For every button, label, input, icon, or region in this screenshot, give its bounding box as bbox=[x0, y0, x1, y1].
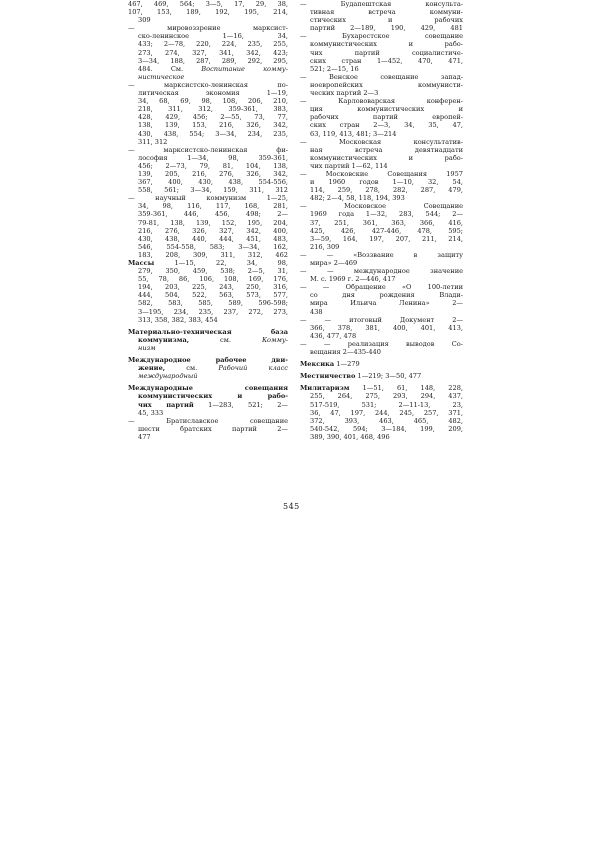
index-line: 444, 504, 522, 563, 573, 577, bbox=[138, 291, 288, 300]
index-line: — Бухарестское совещание bbox=[300, 32, 463, 41]
index-entry-mezhdunarodnoe-dvizhenie bbox=[128, 356, 288, 380]
index-line: тивная встреча коммуни- bbox=[310, 8, 463, 17]
index-line: 216, 276, 326, 327, 342, 400, bbox=[138, 226, 288, 235]
index-line: ная встреча девятнадцати bbox=[310, 145, 463, 154]
index-line: рабочих партий европей- bbox=[310, 113, 463, 122]
index-line: 540-542, 594; 3—184, 199, 209, bbox=[310, 424, 463, 433]
index-line: — Карлововарская конферен- bbox=[300, 97, 463, 106]
index-entry-moskovskaya-vstrecha bbox=[300, 138, 463, 170]
see-label: см. bbox=[189, 335, 262, 344]
index-line: 467, 469, 564; 3—5, 17, 29, 38, bbox=[128, 0, 288, 8]
index-line: 558, 561; 3—34, 159, 311, 312 bbox=[138, 186, 288, 195]
page-number: 545 bbox=[283, 502, 300, 511]
index-line bbox=[300, 360, 463, 368]
index-line: — Братиславское совещание bbox=[128, 416, 288, 425]
headword: чих партий bbox=[138, 400, 194, 409]
index-line bbox=[128, 259, 288, 267]
index-line: 313, 358, 382, 383, 454 bbox=[138, 315, 218, 324]
index-subentry-dokument bbox=[300, 316, 463, 340]
index-line: 45, 333 bbox=[138, 408, 164, 417]
index-text: 1—219; 3—50, 477 bbox=[355, 372, 422, 381]
headword: Международное рабочее дви- bbox=[128, 356, 288, 365]
index-entry-filosofiya bbox=[128, 146, 288, 195]
index-line: 521; 2—15, 16 bbox=[310, 64, 359, 73]
index-line: 139, 205, 216, 276, 326, 342, bbox=[138, 169, 288, 178]
index-line: 456; 2—73, 79, 81, 104, 138, bbox=[138, 161, 288, 170]
index-entry-venskoe bbox=[300, 73, 463, 97]
cross-reference: Рабочий класс bbox=[218, 364, 288, 373]
index-line: 517-519, 531; 2—11-13, 23, bbox=[310, 400, 463, 409]
index-line: — мировоззрение марксист- bbox=[128, 24, 288, 33]
index-entry-massy bbox=[128, 259, 288, 324]
index-line: 311, 312 bbox=[138, 137, 168, 146]
index-line: — — Обращение «О 100-летии bbox=[300, 283, 463, 292]
index-line: шести братских партий 2— bbox=[138, 424, 288, 433]
index-text: 1—279 bbox=[334, 360, 360, 369]
index-line: литическая экономия 1—19, bbox=[138, 89, 288, 98]
index-line: партий 2—189, 190, 429, 481 bbox=[310, 24, 463, 33]
index-line: — Московская консультатив- bbox=[300, 137, 463, 146]
index-line: 34, 68, 69, 98, 108, 206, 210, bbox=[138, 97, 288, 106]
cross-reference: Воспитание комму- bbox=[201, 64, 288, 73]
index-line: — Будапештская консульта- bbox=[300, 0, 463, 8]
index-line: 425, 426, 427-446, 478, 595; bbox=[310, 226, 463, 235]
cross-reference: Комму- bbox=[261, 335, 288, 344]
index-entry-bukharestskoe bbox=[300, 32, 463, 72]
index-line: 279, 350, 459, 538; 2—5, 31, bbox=[138, 267, 288, 276]
index-line: — — итоговый Документ 2— bbox=[300, 315, 463, 324]
index-line: — марксистско-ленинская фи- bbox=[128, 145, 288, 154]
index-line: 273, 274, 327, 341, 342, 423; bbox=[138, 48, 288, 57]
index-line: стических и рабочих bbox=[310, 16, 463, 25]
headword: Массы bbox=[128, 259, 155, 267]
index-line: ско-ленинское 1—16, 34, bbox=[138, 32, 288, 41]
index-line: 55, 78, 86, 106, 108, 169, 176, bbox=[138, 275, 288, 284]
index-line: 366, 378, 381, 400, 401, 413, bbox=[310, 323, 463, 332]
headword: Милитаризм bbox=[300, 384, 350, 393]
index-line: 3—195, 234, 235, 237, 272, 273, bbox=[138, 307, 288, 316]
index-entry-militarizm bbox=[300, 384, 463, 441]
index-line: 1969 года 1—32, 283, 544; 2— bbox=[310, 210, 463, 219]
index-line: 372, 393, 463, 465, 482, bbox=[310, 416, 463, 425]
index-line: 36, 47, 197, 244, 245, 257, 371, bbox=[310, 408, 463, 417]
index-subentry-znachenie bbox=[300, 267, 463, 283]
index-line: 309 bbox=[138, 16, 151, 25]
headword: Материально-техническая база bbox=[128, 327, 288, 336]
index-line: — — «Воззвание в защиту bbox=[300, 250, 463, 259]
index-entry bbox=[128, 0, 288, 24]
index-subentry-realizatsiya bbox=[300, 340, 463, 356]
index-entry-mezhdunarodnye-soveshchaniya bbox=[128, 384, 288, 416]
index-line: 3—59, 164, 197, 207, 211, 214, bbox=[310, 234, 463, 243]
index-entry-moskovskoe-1969 bbox=[300, 202, 463, 251]
index-line bbox=[300, 372, 463, 380]
headword: Мексика bbox=[300, 360, 335, 369]
index-line: ция коммунистических и bbox=[310, 105, 463, 114]
index-line: коммунистических и рабо- bbox=[310, 153, 463, 162]
index-line: 430, 438, 440, 444, 451, 483, bbox=[138, 234, 288, 243]
index-line: чих партий социалистиче- bbox=[310, 48, 463, 57]
index-line: чих партий 1—62, 114 bbox=[310, 161, 388, 170]
index-line: со дня рождения Влади- bbox=[310, 291, 463, 300]
index-line: 389, 390, 401, 468, 496 bbox=[310, 432, 390, 441]
index-entry-budapeshtskaya bbox=[300, 0, 463, 32]
index-line: 477 bbox=[138, 432, 151, 441]
index-line: 367, 400, 430, 438, 554-556, bbox=[138, 178, 288, 187]
index-line: 63, 119, 413, 481; 3—214 bbox=[310, 129, 397, 138]
index-line: 359-361, 446, 456, 498; 2— bbox=[138, 210, 288, 219]
index-line: 138, 139, 153, 216, 326, 342, bbox=[138, 121, 288, 130]
see-label: см. bbox=[165, 364, 219, 373]
index-line: 438 bbox=[310, 307, 323, 316]
headword: коммунистических и рабо- bbox=[138, 392, 288, 401]
index-text: 1—51, 61, 148, 228, bbox=[349, 384, 463, 393]
index-line: коммунистических и рабо- bbox=[310, 40, 463, 49]
index-line: — — международное значение bbox=[300, 267, 463, 276]
index-line: лософия 1—34, 98, 359-361, bbox=[138, 153, 288, 162]
index-entry-materialnaya-baza bbox=[128, 328, 288, 352]
headword: Местничество bbox=[300, 372, 356, 381]
index-line bbox=[128, 336, 288, 344]
index-line: 216, 309 bbox=[310, 242, 340, 251]
index-line: — — реализация выводов Со- bbox=[300, 339, 463, 348]
index-text: 1—283, 521; 2— bbox=[193, 400, 288, 409]
index-line: ских стран 2—3, 34, 35, 47, bbox=[310, 121, 463, 130]
cross-reference: низм bbox=[138, 343, 156, 352]
cross-reference: международный bbox=[138, 372, 198, 381]
index-column-right bbox=[300, 0, 463, 441]
index-line: и 1960 годов 1—10, 32, 54, bbox=[310, 178, 463, 187]
index-line: — Венское совещание запад- bbox=[300, 72, 463, 81]
index-line: 79-81, 138, 139, 152, 195, 204, bbox=[138, 218, 288, 227]
index-line: мира Ильича Ленина» 2— bbox=[310, 299, 463, 308]
index-line: 546, 554-558, 583; 3—34, 162, bbox=[138, 242, 288, 251]
index-line: — Московские Совещания 1957 bbox=[300, 169, 463, 178]
index-line bbox=[128, 364, 288, 372]
index-entry-moskovskie-soveshchaniya bbox=[300, 170, 463, 202]
index-line: 430, 438, 554; 3—34, 234, 235, bbox=[138, 129, 288, 138]
index-line: — марксистско-ленинская по- bbox=[128, 80, 288, 89]
index-line: вещания 2—435-440 bbox=[310, 348, 381, 357]
index-entry-nauchny-kommunizm bbox=[128, 194, 288, 259]
index-line: 428, 429, 456; 2—55, 73, 77, bbox=[138, 113, 288, 122]
index-entry-meksika bbox=[300, 360, 463, 368]
index-subentry-vozzvanie bbox=[300, 251, 463, 267]
index-line: мира» 2—469 bbox=[310, 259, 358, 267]
index-line: 194, 203, 225, 243, 250, 316, bbox=[138, 283, 288, 292]
index-line: 436, 477, 478 bbox=[310, 331, 357, 340]
headword: жение, bbox=[138, 364, 166, 373]
index-line: 183, 208, 309, 311, 312, 462 bbox=[138, 250, 288, 259]
index-text: 1—15, 22, 34, 98, bbox=[154, 259, 288, 267]
index-line: 107, 153, 189, 192, 195, 214, bbox=[128, 8, 288, 17]
index-line: 255, 264, 275, 293, 294, 437, bbox=[310, 392, 463, 401]
index-line: М. с. 1969 г. 2—446, 417 bbox=[310, 275, 396, 284]
index-line bbox=[128, 65, 288, 73]
index-line: 34, 98, 116, 117, 168, 281, bbox=[138, 202, 288, 211]
index-line bbox=[300, 384, 463, 392]
index-line: 482; 2—4, 58, 118, 194, 393 bbox=[310, 194, 405, 203]
index-line: ских стран 1—452, 470, 471, bbox=[310, 56, 463, 65]
cross-reference: нистическое bbox=[138, 72, 185, 81]
index-entry-karlovovarskaya bbox=[300, 97, 463, 137]
index-line: 218, 311, 312, 359-361, 383, bbox=[138, 105, 288, 114]
index-line: 433; 2—78, 220, 224, 235, 255, bbox=[138, 40, 288, 49]
index-line: — научный коммунизм 1—25, bbox=[128, 194, 288, 203]
index-entry-mestnichestvo bbox=[300, 372, 463, 380]
index-line: 114, 259, 278, 282, 287, 479, bbox=[310, 186, 463, 195]
index-line: 3—34, 188, 287, 289, 292, 295, bbox=[138, 56, 288, 65]
index-line bbox=[128, 401, 288, 409]
headword: Международные совещания bbox=[128, 384, 288, 393]
index-entry-politekonomiya bbox=[128, 81, 288, 146]
index-entry-mirovozzrenie bbox=[128, 24, 288, 81]
headword: коммунизма, bbox=[138, 335, 190, 344]
index-entry-bratislavskoe bbox=[128, 417, 288, 441]
index-line: ческих партий 2—3 bbox=[310, 89, 379, 98]
index-text: 484. См. bbox=[138, 64, 202, 73]
index-line: 37, 251, 361, 363, 366, 416, bbox=[310, 218, 463, 227]
index-column-left bbox=[128, 0, 288, 441]
index-line: — Московское Совещание bbox=[300, 202, 463, 211]
index-subentry-obrashchenie bbox=[300, 283, 463, 315]
index-line: 582, 583, 585, 589, 596-598; bbox=[138, 299, 288, 308]
index-line: ноевропейских коммунисти- bbox=[310, 80, 463, 89]
